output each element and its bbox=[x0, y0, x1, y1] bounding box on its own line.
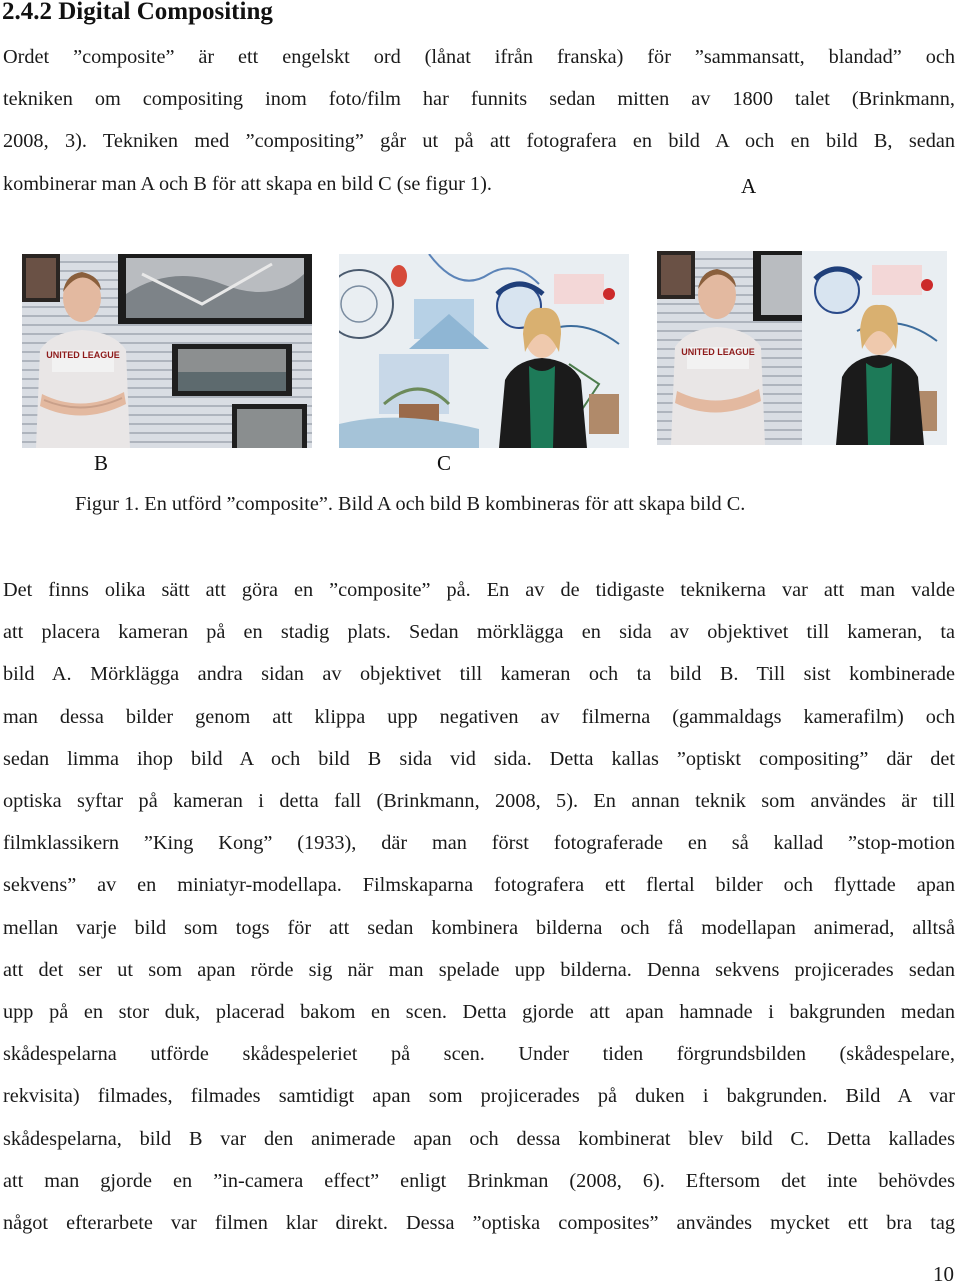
paragraph-intro bbox=[3, 36, 955, 205]
text-line: Ordet ”composite” är ett engelskt ord (lånat ifrån franska) för ”sammansatt, blandad” och bbox=[3, 46, 955, 68]
figure-label-b: B bbox=[94, 451, 109, 475]
figure-label-a: A bbox=[741, 174, 757, 198]
shirt-text: UNITED LEAGUE bbox=[46, 350, 120, 360]
text-line: sekvens” av en miniatyr-modellapa. Filmskaparna fotografera ett flertal bilder och flyttade apan bbox=[3, 874, 955, 897]
text-line: kombinerar man A och B för att skapa en bild C (se figur 1). bbox=[3, 172, 492, 195]
text-line: mellan varje bild som togs för att sedan kombinera bilderna och få modellapan animerad, alltså bbox=[3, 916, 955, 939]
text-line: något efterarbete var filmen klar direkt. Dessa ”optiska composites” användes mycket ett bra tag bbox=[3, 1212, 955, 1235]
figure-photo-b bbox=[339, 254, 629, 448]
text-line: filmklassikern ”King Kong” (1933), där man först fotograferade en så kallad ”stop-motion bbox=[3, 832, 955, 855]
paragraph-techniques bbox=[3, 569, 955, 1244]
text-line: upp på en stor duk, placerad bakom en scen. Detta gjorde att apan hamnade i bakgrunden medan bbox=[3, 1001, 955, 1024]
page-number: 10 bbox=[933, 1262, 954, 1286]
text-line: skådespelarna, bild B var den animerade apan och dessa kombinerat blev bild C. Detta kallades bbox=[3, 1127, 955, 1150]
text-line: bild A. Mörklägga andra sidan av objektivet till kameran och ta bild B. Till sist kombinerade bbox=[3, 663, 955, 686]
text-line: tekniken om compositing inom foto/film har funnits sedan mitten av 1800 talet (Brinkmann, bbox=[3, 88, 955, 111]
text-line: 2008, 3). Tekniken med ”compositing” går ut på att fotografera en bild A och en bild B, sedan bbox=[3, 130, 955, 153]
text-line: att placera kameran på en stadig plats. Sedan mörklägga en sida av objektivet till kameran, ta bbox=[3, 621, 955, 644]
shirt-text: UNITED LEAGUE bbox=[681, 347, 755, 357]
figure-caption: Figur 1. En utförd ”composite”. Bild A och bild B kombineras för att skapa bild C. bbox=[75, 493, 746, 515]
text-line: optiska syftar på kameran i detta fall (Brinkmann, 2008, 5). En annan teknik som användes är till bbox=[3, 790, 955, 813]
text-line: rekvisita) filmades, filmades samtidigt apan som projicerades på duken i bakgrunden. Bild A var bbox=[3, 1085, 955, 1108]
text-line: att det ser ut som apan rörde sig när man spelade upp bilderna. Denna sekvens projicerades sedan bbox=[3, 958, 955, 981]
figure-photo-a bbox=[22, 254, 312, 448]
figure-photo-c bbox=[657, 251, 947, 445]
text-line: Det finns olika sätt att göra en ”composite” på. En av de tidigaste teknikerna var att man valde bbox=[3, 579, 955, 601]
text-line: skådespelarna utförde skådespeleriet på scen. Under tiden förgrundsbilden (skådespelare, bbox=[3, 1043, 955, 1066]
text-line: man dessa bilder genom att klippa upp negativen av filmerna (gammaldags kamerafilm) och bbox=[3, 705, 955, 728]
figure-label-c: C bbox=[437, 451, 452, 475]
text-line: att man gjorde en ”in-camera effect” enligt Brinkman (2008, 6). Eftersom det inte behövdes bbox=[3, 1169, 955, 1192]
section-heading: 2.4.2 Digital Compositing bbox=[2, 0, 273, 25]
text-line: sedan limma ihop bild A och bild B sida vid sida. Detta kallas ”optiskt compositing” där det bbox=[3, 747, 955, 770]
